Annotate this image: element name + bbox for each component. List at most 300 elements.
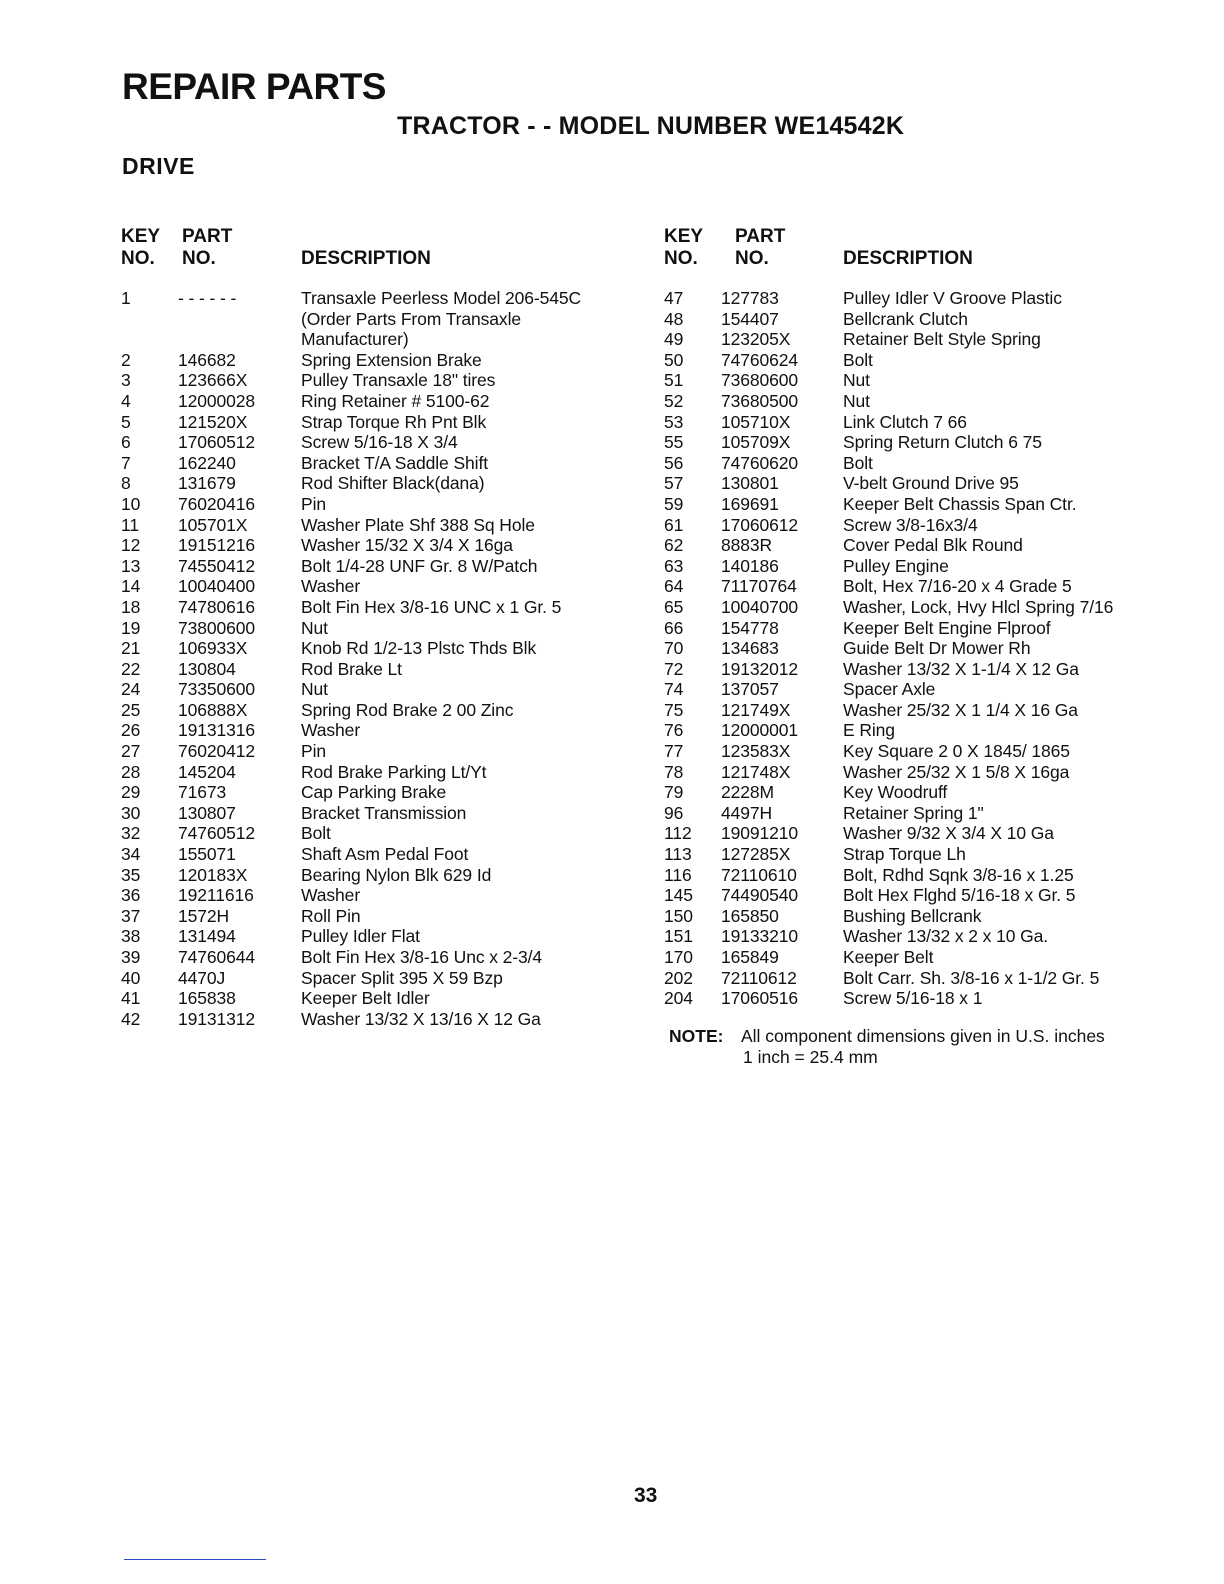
part-description: Washer Plate Shf 388 Sq Hole (301, 514, 535, 535)
part-description: Washer (301, 885, 361, 906)
part-number: 134683 (721, 638, 779, 659)
key-number: 7 (121, 452, 131, 473)
part-row (121, 309, 641, 330)
part-description: Bolt 1/4-28 UNF Gr. 8 W/Patch (301, 555, 538, 576)
part-row (121, 865, 641, 886)
part-number: 12000001 (721, 720, 799, 741)
part-row (121, 350, 641, 371)
part-row (664, 823, 1204, 844)
part-number: 73680500 (721, 390, 799, 411)
part-number: 19131316 (178, 720, 256, 741)
part-description: Pin (301, 493, 326, 514)
part-number: 155071 (178, 844, 236, 865)
part-description: Link Clutch 7 66 (843, 411, 967, 432)
note-label: NOTE: (669, 1026, 724, 1046)
part-row (121, 576, 641, 597)
section-title: DRIVE (122, 153, 195, 179)
key-number: 47 (664, 288, 684, 308)
right-key-label: KEY (664, 226, 704, 247)
part-description: Keeper Belt (843, 947, 934, 967)
part-number: 73680600 (721, 370, 799, 391)
part-row (121, 823, 641, 844)
part-number: 74760512 (178, 823, 256, 844)
part-number: 131494 (178, 926, 236, 947)
key-number: 77 (664, 741, 684, 762)
part-description: V-belt Ground Drive 95 (843, 473, 1019, 494)
part-number: 165838 (178, 988, 236, 1009)
part-description: Pulley Idler Flat (301, 926, 420, 947)
part-row (664, 535, 1204, 556)
part-row (664, 803, 1204, 824)
part-row (121, 618, 641, 639)
part-row (121, 679, 641, 700)
right-parts-list (664, 288, 1204, 1009)
part-row (121, 720, 641, 741)
part-description: Rod Brake Lt (301, 658, 402, 679)
part-description: Pulley Transaxle 18" tires (301, 370, 496, 391)
part-number: 105710X (721, 411, 791, 432)
key-number: 25 (121, 699, 141, 720)
part-number: 131679 (178, 473, 236, 494)
part-row (664, 700, 1204, 721)
key-number: 21 (121, 638, 141, 659)
part-description: Pulley Idler V Groove Plastic (843, 288, 1062, 308)
part-row (664, 988, 1204, 1009)
part-number: 4497H (721, 802, 773, 823)
right-description-header: DESCRIPTION (843, 248, 973, 269)
part-number: 105701X (178, 514, 248, 535)
part-description: Bearing Nylon Blk 629 Id (301, 864, 492, 885)
key-number: 145 (664, 885, 693, 906)
left-key-no-label: NO. (121, 248, 155, 269)
part-row (121, 762, 641, 783)
part-number: 74760624 (721, 349, 799, 370)
part-description: Keeper Belt Idler (301, 988, 430, 1009)
part-description: Bolt, Rdhd Sqnk 3/8-16 x 1.25 (843, 864, 1074, 885)
part-description: Retainer Spring 1" (843, 802, 984, 823)
part-number: 19211616 (178, 885, 254, 906)
part-row (664, 844, 1204, 865)
part-number: 10040700 (721, 596, 799, 617)
part-number: 162240 (178, 452, 236, 473)
part-description: Washer 25/32 X 1 5/8 X 16ga (843, 761, 1070, 782)
part-row (121, 473, 641, 494)
part-number: 2228M (721, 782, 775, 803)
part-row (664, 968, 1204, 989)
part-description: Bushing Bellcrank (843, 905, 982, 926)
part-number: 17060612 (721, 514, 799, 535)
part-number: 73350600 (178, 679, 256, 700)
part-description: Bracket T/A Saddle Shift (301, 452, 488, 473)
key-number: 113 (664, 844, 692, 865)
part-row (121, 638, 641, 659)
key-number: 62 (664, 535, 684, 556)
key-number: 76 (664, 720, 684, 741)
part-row (664, 412, 1204, 433)
part-description: Keeper Belt Chassis Span Ctr. (843, 493, 1077, 514)
left-parts-list (121, 288, 641, 1029)
part-number: 105709X (721, 432, 791, 453)
key-number: 40 (121, 967, 141, 988)
part-number: 123666X (178, 370, 248, 391)
part-row (121, 535, 641, 556)
part-number: 120183X (178, 864, 248, 885)
part-number: 19132012 (721, 658, 799, 679)
part-description: Bracket Transmission (301, 802, 467, 823)
key-number: 49 (664, 329, 684, 350)
part-number: 121749X (721, 699, 791, 720)
key-number: 4 (121, 390, 131, 411)
part-row (664, 926, 1204, 947)
part-number: 19091210 (721, 823, 799, 844)
key-number: 1 (121, 288, 131, 308)
part-number: 145204 (178, 761, 236, 782)
part-description: Bolt, Hex 7/16-20 x 4 Grade 5 (843, 576, 1072, 597)
key-number: 22 (121, 658, 141, 679)
part-description: (Order Parts From Transaxle (301, 308, 521, 329)
key-number: 41 (121, 988, 141, 1009)
part-description: Bolt Fin Hex 3/8-16 UNC x 1 Gr. 5 (301, 596, 562, 617)
part-number: 169691 (721, 493, 779, 514)
part-description: Shaft Asm Pedal Foot (301, 844, 469, 865)
key-number: 8 (121, 473, 131, 494)
part-row (121, 370, 641, 391)
part-row (664, 494, 1204, 515)
key-number: 64 (664, 576, 684, 597)
right-key-header (664, 226, 703, 270)
part-number: 73800600 (178, 617, 256, 638)
key-number: 24 (121, 679, 141, 700)
part-row (121, 494, 641, 515)
part-number: 137057 (721, 679, 779, 700)
left-description-header: DESCRIPTION (301, 248, 431, 269)
part-description: Washer 13/32 x 2 x 10 Ga. (843, 926, 1049, 947)
part-row (664, 720, 1204, 741)
part-description: Ring Retainer # 5100-62 (301, 390, 490, 411)
key-number: 75 (664, 699, 684, 720)
key-number: 12 (121, 535, 141, 556)
part-row (664, 432, 1204, 453)
part-description: Screw 5/16-18 x 1 (843, 988, 983, 1009)
part-number: 76020412 (178, 741, 256, 762)
key-number: 170 (664, 947, 693, 967)
left-part-header (182, 226, 232, 270)
part-row (664, 329, 1204, 350)
part-number: 123583X (721, 741, 791, 762)
part-description: Bolt (843, 349, 873, 370)
part-description: Bolt Hex Flghd 5/16-18 x Gr. 5 (843, 885, 1076, 906)
part-description: Washer 15/32 X 3/4 X 16ga (301, 535, 513, 556)
key-number: 34 (121, 844, 141, 865)
part-row (664, 288, 1204, 309)
key-number: 38 (121, 926, 141, 947)
key-number: 5 (121, 411, 131, 432)
part-row (664, 679, 1204, 700)
key-number: 72 (664, 658, 684, 679)
key-number: 96 (664, 802, 684, 823)
part-description: Bellcrank Clutch (843, 308, 968, 329)
part-description: Keeper Belt Engine Flproof (843, 617, 1051, 638)
key-number: 2 (121, 349, 131, 370)
key-number: 59 (664, 493, 684, 514)
part-row (121, 947, 641, 968)
key-number: 65 (664, 596, 684, 617)
key-number: 70 (664, 638, 684, 659)
part-description: Pin (301, 741, 326, 762)
part-row (664, 638, 1204, 659)
part-number: 140186 (721, 555, 779, 576)
part-number: 130804 (178, 658, 236, 679)
left-part-no-label: NO. (182, 248, 216, 269)
part-number: 106933X (178, 638, 248, 659)
part-description: Spring Extension Brake (301, 349, 482, 370)
part-row (664, 597, 1204, 618)
part-number: 12000028 (178, 390, 256, 411)
part-description: Key Woodruff (843, 782, 948, 803)
part-row (121, 782, 641, 803)
part-description: Strap Torque Rh Pnt Blk (301, 411, 487, 432)
key-number: 61 (664, 514, 684, 535)
part-row (121, 597, 641, 618)
part-row (664, 473, 1204, 494)
part-description: Bolt Carr. Sh. 3/8-16 x 1-1/2 Gr. 5 (843, 967, 1100, 988)
part-description: E Ring (843, 720, 895, 741)
part-description: Key Square 2 0 X 1845/ 1865 (843, 741, 1070, 762)
key-number: 63 (664, 555, 684, 576)
part-number: 10040400 (178, 576, 256, 597)
part-number: 121520X (178, 411, 248, 432)
key-number: 10 (121, 493, 141, 514)
part-description: Knob Rd 1/2-13 Plstc Thds Blk (301, 638, 537, 659)
part-description: Spacer Split 395 X 59 Bzp (301, 967, 503, 988)
part-row (121, 1009, 641, 1030)
part-description: Washer 9/32 X 3/4 X 10 Ga (843, 823, 1054, 844)
part-number: 1572H (178, 905, 230, 926)
part-number: 106888X (178, 699, 248, 720)
part-number: 121748X (721, 761, 791, 782)
part-row (121, 288, 641, 309)
right-part-label: PART (735, 226, 786, 247)
part-row (121, 412, 641, 433)
part-number: 74490540 (721, 885, 799, 906)
part-number: 76020416 (178, 493, 256, 514)
key-number: 66 (664, 617, 684, 638)
part-description: Pulley Engine (843, 555, 949, 576)
key-number: 48 (664, 308, 684, 329)
part-number: 17060512 (178, 432, 256, 453)
part-description: Screw 3/8-16x3/4 (843, 514, 978, 535)
key-number: 35 (121, 864, 141, 885)
part-description: Washer (301, 720, 361, 741)
part-description: Nut (301, 679, 328, 700)
footer-rule (124, 1559, 266, 1560)
part-row (121, 926, 641, 947)
part-number: - - - - - - (178, 288, 237, 308)
key-number: 11 (121, 514, 139, 535)
model-subtitle: TRACTOR - - MODEL NUMBER WE14542K (397, 112, 905, 140)
part-description: Manufacturer) (301, 329, 409, 350)
part-number: 165849 (721, 947, 779, 967)
part-row (664, 391, 1204, 412)
part-description: Bolt Fin Hex 3/8-16 Unc x 2-3/4 (301, 947, 543, 967)
part-description: Spring Rod Brake 2 00 Zinc (301, 699, 514, 720)
part-row (121, 329, 641, 350)
part-description: Washer 25/32 X 1 1/4 X 16 Ga (843, 699, 1078, 720)
part-number: 72110610 (721, 864, 797, 885)
key-number: 55 (664, 432, 684, 453)
note-line-1: All component dimensions given in U.S. inches (741, 1026, 1105, 1046)
part-number: 154778 (721, 617, 779, 638)
part-number: 127783 (721, 288, 779, 308)
part-row (121, 432, 641, 453)
part-row (121, 906, 641, 927)
part-row (664, 762, 1204, 783)
key-number: 79 (664, 782, 684, 803)
part-row (121, 391, 641, 412)
key-number: 53 (664, 411, 684, 432)
part-row (664, 659, 1204, 680)
part-description: Cap Parking Brake (301, 782, 447, 803)
key-number: 42 (121, 1008, 141, 1029)
part-number: 19151216 (178, 535, 256, 556)
part-row (664, 618, 1204, 639)
part-description: Transaxle Peerless Model 206-545C (301, 288, 582, 308)
key-number: 57 (664, 473, 684, 494)
part-description: Nut (843, 390, 870, 411)
key-number: 6 (121, 432, 131, 453)
part-row (664, 556, 1204, 577)
part-row (121, 556, 641, 577)
part-number: 8883R (721, 535, 773, 556)
part-row (664, 885, 1204, 906)
part-description: Rod Shifter Black(dana) (301, 473, 485, 494)
key-number: 116 (664, 864, 692, 885)
key-number: 3 (121, 370, 131, 391)
part-row (664, 741, 1204, 762)
key-number: 39 (121, 947, 141, 967)
part-number: 74550412 (178, 555, 256, 576)
key-number: 202 (664, 967, 693, 988)
part-row (664, 947, 1204, 968)
part-description: Spacer Axle (843, 679, 936, 700)
left-part-label: PART (182, 226, 233, 247)
part-description: Rod Brake Parking Lt/Yt (301, 761, 487, 782)
part-number: 71170764 (721, 576, 797, 597)
part-number: 17060516 (721, 988, 799, 1009)
part-description: Nut (301, 617, 328, 638)
part-row (121, 515, 641, 536)
part-row (121, 700, 641, 721)
part-row (121, 968, 641, 989)
key-number: 36 (121, 885, 141, 906)
part-number: 74780616 (178, 596, 256, 617)
part-number: 19133210 (721, 926, 799, 947)
part-row (664, 906, 1204, 927)
part-number: 123205X (721, 329, 791, 350)
part-row (121, 885, 641, 906)
part-row (664, 309, 1204, 330)
part-row (664, 350, 1204, 371)
left-key-header (121, 226, 160, 270)
part-number: 130801 (721, 473, 779, 494)
part-number: 165850 (721, 905, 779, 926)
part-number: 19131312 (178, 1008, 256, 1029)
key-number: 27 (121, 741, 141, 762)
key-number: 29 (121, 782, 141, 803)
key-number: 52 (664, 390, 684, 411)
part-description: Guide Belt Dr Mower Rh (843, 638, 1031, 659)
part-row (664, 515, 1204, 536)
part-description: Roll Pin (301, 905, 361, 926)
key-number: 13 (121, 555, 141, 576)
part-description: Spring Return Clutch 6 75 (843, 432, 1042, 453)
part-number: 4470J (178, 967, 226, 988)
key-number: 14 (121, 576, 141, 597)
part-description: Washer (301, 576, 361, 597)
left-key-label: KEY (121, 226, 161, 247)
part-row (664, 865, 1204, 886)
key-number: 150 (664, 905, 693, 926)
part-row (121, 659, 641, 680)
key-number: 204 (664, 988, 693, 1009)
part-description: Screw 5/16-18 X 3/4 (301, 432, 458, 453)
key-number: 18 (121, 596, 141, 617)
part-row (664, 782, 1204, 803)
part-description: Bolt (843, 452, 873, 473)
right-key-no-label: NO. (664, 248, 698, 269)
part-description: Washer, Lock, Hvy Hlcl Spring 7/16 (843, 596, 1114, 617)
key-number: 50 (664, 349, 684, 370)
part-row (121, 844, 641, 865)
part-description: Bolt (301, 823, 331, 844)
part-row (664, 453, 1204, 474)
right-part-header (735, 226, 785, 270)
part-row (121, 741, 641, 762)
key-number: 51 (664, 370, 684, 391)
key-number: 32 (121, 823, 141, 844)
key-number: 151 (664, 926, 693, 947)
page-number: 33 (634, 1484, 658, 1507)
part-number: 74760620 (721, 452, 799, 473)
key-number: 19 (121, 617, 141, 638)
key-number: 26 (121, 720, 141, 741)
note-line-2: 1 inch = 25.4 mm (743, 1047, 878, 1067)
part-row (121, 988, 641, 1009)
part-description: Retainer Belt Style Spring (843, 329, 1041, 350)
part-row (121, 803, 641, 824)
part-description: Washer 13/32 X 13/16 X 12 Ga (301, 1008, 541, 1029)
key-number: 30 (121, 802, 141, 823)
part-number: 72110612 (721, 967, 797, 988)
part-description: Cover Pedal Blk Round (843, 535, 1023, 556)
key-number: 112 (664, 823, 692, 844)
part-number: 74760644 (178, 947, 256, 967)
key-number: 28 (121, 761, 141, 782)
key-number: 56 (664, 452, 684, 473)
part-description: Strap Torque Lh (843, 844, 966, 865)
key-number: 37 (121, 905, 141, 926)
part-description: Washer 13/32 X 1-1/4 X 12 Ga (843, 658, 1079, 679)
part-number: 71673 (178, 782, 227, 803)
page-title: REPAIR PARTS (122, 66, 386, 107)
right-part-no-label: NO. (735, 248, 769, 269)
part-number: 146682 (178, 349, 236, 370)
part-row (121, 453, 641, 474)
part-row (664, 576, 1204, 597)
part-row (664, 370, 1204, 391)
key-number: 78 (664, 761, 684, 782)
part-number: 127285X (721, 844, 791, 865)
